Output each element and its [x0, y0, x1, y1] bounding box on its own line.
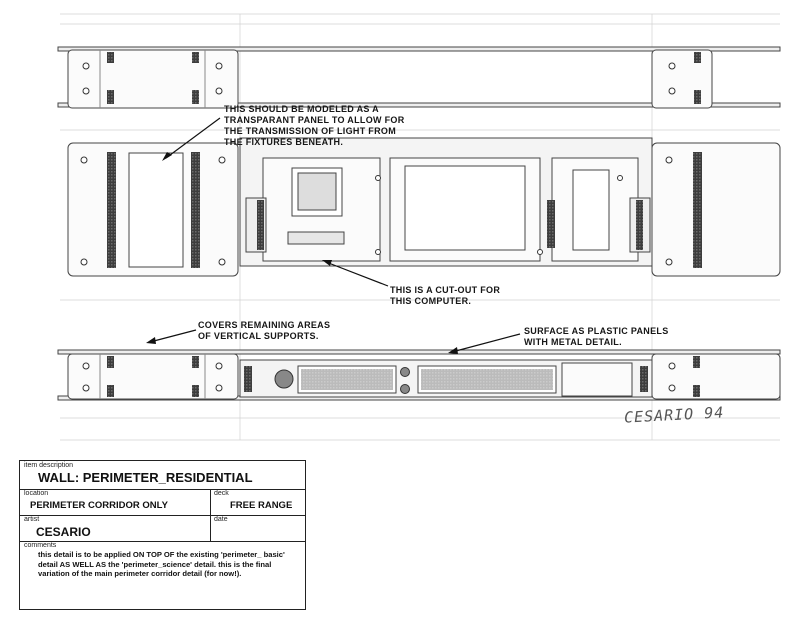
small-fixture-upper	[401, 368, 410, 377]
small-fixture-lower	[401, 385, 410, 394]
comments-text: this detail is to be applied ON TOP OF the existing 'perimeter_ basic' detail AS WELL AS the 'perimeter_science' detail. this is the final variation of the main perimeter corridor detail (for now!).	[38, 550, 285, 578]
date-cell	[210, 515, 305, 541]
deck-value: FREE RANGE	[230, 500, 293, 511]
annotation-covers: COVERS REMAINING AREAS OF VERTICAL SUPPORTS.	[198, 320, 331, 341]
annotation-cutout: THIS IS A CUT-OUT FOR THIS COMPUTER.	[390, 285, 501, 306]
comments-section	[20, 541, 305, 609]
deck-label: deck	[214, 490, 229, 497]
comments-label: comments	[24, 542, 57, 549]
top-strip	[58, 47, 780, 108]
artist-value: CESARIO	[36, 525, 91, 539]
item-description-row	[20, 461, 305, 490]
bottom-strip	[58, 350, 780, 400]
round-fixture	[275, 370, 293, 388]
artist-row	[20, 515, 305, 542]
location-value: PERIMETER CORRIDOR ONLY	[30, 500, 168, 511]
item-description-value: WALL: PERIMETER_RESIDENTIAL	[38, 470, 253, 485]
location-row	[20, 489, 305, 516]
artist-label: artist	[24, 516, 40, 523]
date-label: date	[214, 516, 228, 523]
item-description-label: item description	[24, 462, 74, 469]
location-cell	[20, 489, 211, 515]
annotation-surface: SURFACE AS PLASTIC PANELS WITH METAL DETAIL.	[524, 326, 669, 347]
annotation-transparent-panel: THIS SHOULD BE MODELED AS A TRANSPARANT PANEL TO ALLOW FOR THE TRANSMISSION OF LIGHT FROM THE FIXTURES BENEATH.	[224, 104, 405, 147]
location-label: location	[24, 490, 49, 497]
deck-cell	[210, 489, 305, 515]
artist-signature: CESARIO 94	[623, 403, 725, 427]
title-block	[19, 460, 306, 610]
middle-strip	[68, 138, 780, 276]
artist-cell	[20, 515, 211, 541]
